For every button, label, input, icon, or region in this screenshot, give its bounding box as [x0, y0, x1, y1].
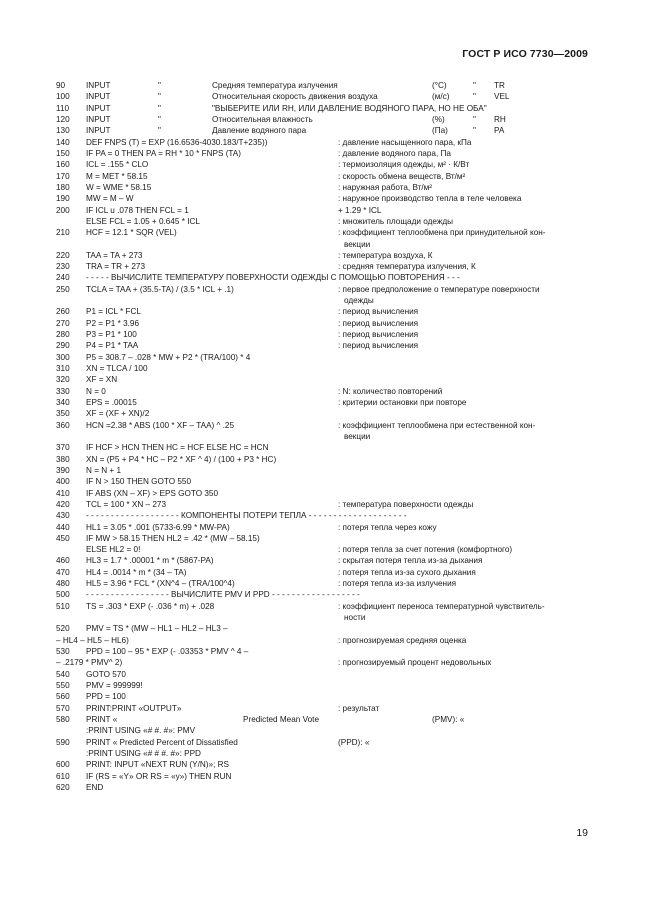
line-code: P2 = P1 * 3.96 [86, 318, 140, 328]
line-number: 330 [56, 386, 70, 396]
listing-line [0, 386, 646, 397]
line-number: 420 [56, 499, 70, 509]
line-number: 90 [56, 81, 66, 90]
line-comment: : средняя температура излучения, К [338, 262, 476, 272]
line-code: MW = M – W [86, 194, 134, 204]
line-number: 290 [56, 341, 70, 351]
line-code: IF (RS = «Y» OR RS = «y») THEN RUN [86, 771, 232, 781]
line-code: P4 = P1 * TAA [86, 341, 139, 351]
listing-line [0, 318, 646, 329]
line-comment: : наружная работа, Вт/м² [338, 182, 433, 192]
line-code: HCF = 12.1 * SQR (VEL) [86, 228, 177, 238]
line-number: 170 [56, 171, 70, 181]
line-comment: : коэффициент переноса температурной чувствитель- [338, 601, 545, 611]
line-code: P1 = ICL * FCL [86, 307, 141, 317]
listing-line [0, 363, 646, 374]
line-code: TS = .303 * EXP (- .036 * m) + .028 [86, 601, 215, 611]
line-code: " [158, 92, 161, 102]
line-number: 390 [56, 465, 70, 475]
line-code: GOTO 570 [86, 669, 126, 679]
listing-line [0, 352, 646, 363]
line-code: N = 0 [86, 386, 106, 396]
line-comment: : коэффициент теплообмена при естественной кон- [338, 420, 536, 430]
listing-line [0, 431, 646, 442]
line-code: P5 = 308.7 – .028 * MW + P2 * (TRA/100) * 4 [86, 352, 251, 362]
line-code: W = WME * 58.15 [86, 182, 152, 192]
line-code: IF ABS (XN – XF) > EPS GOTO 350 [86, 488, 219, 498]
line-code: " [158, 126, 161, 136]
line-code: PRINT « [86, 714, 118, 724]
line-comment: (%) [432, 115, 445, 124]
line-code: Средняя температура излучения [212, 81, 338, 90]
line-code: P3 = P1 * 100 [86, 330, 137, 339]
line-number: 240 [56, 273, 70, 283]
line-comment: : потеря тепла за счет потения (комфортного) [338, 545, 513, 555]
line-comment: : множитель площади одежды [338, 216, 453, 226]
line-code: IF PA = 0 THEN PA = RH * 10 * FNPS (TA) [86, 148, 241, 158]
line-number: 250 [56, 284, 70, 294]
listing-line [0, 261, 646, 272]
line-code: N = N + 1 [86, 465, 122, 475]
line-code: ICL = .155 * CLO [86, 160, 149, 170]
line-comment: : прогнозируемый процент недовольных [338, 658, 492, 668]
line-code: PPD = 100 [86, 692, 126, 702]
line-code: HL3 = 1.7 * .00001 * m * (5867-PA) [86, 556, 214, 566]
line-code: TRA = TR + 273 [86, 262, 146, 272]
listing-line [0, 680, 646, 691]
line-code: DEF FNPS (T) = EXP (16.6536-4030.183/T+235)) [86, 137, 268, 147]
listing-line [0, 148, 646, 159]
line-comment: : давление водяного пара, Па [338, 148, 451, 158]
listing-line [0, 182, 646, 193]
listing-line [0, 555, 646, 566]
line-number: 210 [56, 228, 70, 238]
listing-line [0, 510, 646, 521]
line-comment: векции [344, 431, 371, 441]
line-code: PRINT: INPUT «NEXT RUN (Y/N)»; RS [86, 760, 229, 770]
line-comment: : коэффициент теплообмена при принудительной кон- [338, 228, 546, 238]
listing-line [0, 725, 646, 736]
listing-line [0, 714, 646, 725]
line-number: 560 [56, 692, 70, 702]
line-code: Относительная влажность [212, 115, 313, 124]
line-code: M = MET * 58.15 [86, 171, 148, 181]
line-comment: : первое предположение о температуре поверхности [338, 284, 540, 294]
line-code: HL1 = 3.05 * .001 (5733-6.99 * MW-PA) [86, 522, 230, 532]
line-code: XF = XN [86, 375, 118, 385]
line-code: XN = TLCA / 100 [86, 364, 148, 373]
line-comment: (PMV): « [432, 714, 465, 724]
line-code: PMV = TS * (MW – HL1 – HL2 – HL3 – [86, 624, 228, 634]
line-code: Относительная скорость движения воздуха [212, 92, 378, 102]
listing-line [0, 691, 646, 702]
standard-header: ГОСТ Р ИСО 7730—2009 [462, 48, 588, 60]
line-number: 260 [56, 307, 70, 317]
line-number: 220 [56, 250, 70, 260]
line-number: 450 [56, 533, 70, 543]
page-number: 19 [576, 827, 588, 839]
line-code: " [158, 81, 161, 90]
line-comment: : потеря тепла через кожу [338, 522, 437, 532]
line-comment: (м/с) [432, 92, 450, 102]
listing-line [0, 601, 646, 612]
line-comment: одежды [344, 296, 374, 306]
line-number: 540 [56, 669, 70, 679]
listing-line [0, 295, 646, 306]
line-comment: : давление насыщенного пара, кПа [338, 137, 472, 147]
line-comment: ности [344, 613, 366, 622]
line-number: – HL4 – HL5 – HL6) [56, 635, 129, 645]
listing-line [0, 499, 646, 510]
line-number: 400 [56, 477, 70, 487]
listing-line [0, 171, 646, 182]
line-comment: PA [494, 126, 505, 136]
listing-line [0, 114, 646, 125]
line-number: 140 [56, 137, 70, 147]
line-number: 500 [56, 590, 70, 600]
line-comment: : скорость обмена веществ, Вт/м² [338, 171, 466, 181]
line-code: Predicted Mean Vote [243, 714, 320, 724]
line-code: Давление водяного пара [212, 126, 307, 136]
line-number: 530 [56, 647, 70, 656]
line-code: TCL = 100 * XN – 273 [86, 499, 167, 509]
listing-line [0, 103, 646, 114]
line-code: ELSE HL2 = 0! [86, 545, 141, 555]
line-code: IF ICL u .078 THEN FCL = 1 [86, 205, 189, 215]
line-number: 110 [56, 103, 70, 113]
line-comment: TR [494, 81, 505, 90]
line-comment: (Па) [432, 126, 448, 136]
listing-line [0, 329, 646, 340]
listing-line [0, 193, 646, 204]
listing-line [0, 533, 646, 544]
line-comment: : период вычисления [338, 307, 419, 317]
line-code: TCLA = TAA + (35.5-TA) / (3.5 * ICL + .1) [86, 284, 234, 294]
line-comment: : скрытая потеря тепла из-за дыхания [338, 556, 483, 566]
line-number: 620 [56, 782, 70, 792]
line-number: 410 [56, 488, 70, 498]
line-code: XF = (XF + XN)/2 [86, 409, 150, 419]
line-number: – .2179 * PMV^ 2) [56, 658, 123, 668]
listing-line [0, 250, 646, 261]
listing-line [0, 227, 646, 238]
line-number: 380 [56, 454, 70, 464]
listing-line [0, 759, 646, 770]
line-comment: : термоизоляция одежды, м² · К/Вт [338, 160, 470, 170]
line-code: PRINT « Predicted Percent of Dissatisfied [86, 737, 238, 747]
line-number: 460 [56, 556, 70, 566]
listing-line [0, 748, 646, 759]
line-number: 430 [56, 511, 70, 521]
line-number: 180 [56, 182, 70, 192]
line-number: 350 [56, 409, 70, 419]
listing-line [0, 476, 646, 487]
line-number: 230 [56, 262, 70, 272]
listing-line [0, 442, 646, 453]
line-number: 550 [56, 681, 70, 690]
line-comment: векции [344, 239, 371, 249]
line-number: 310 [56, 364, 70, 373]
listing-line [0, 454, 646, 465]
listing-line [0, 703, 646, 714]
line-comment: : N: количество повторений [338, 386, 443, 396]
line-comment: (PPD): « [338, 737, 370, 747]
line-code: HL4 = .0014 * m * (34 – TA) [86, 567, 187, 577]
line-code: PMV = 999999! [86, 681, 143, 690]
line-comment: VEL [494, 92, 510, 102]
listing-line [0, 544, 646, 555]
line-number: 160 [56, 160, 70, 170]
line-code: XN = (P5 + P4 * HC – P2 * XF ^ 4) / (100 + P3 * HC) [86, 454, 277, 464]
line-comment: : период вычисления [338, 318, 419, 328]
listing-line [0, 623, 646, 634]
line-number: 120 [56, 115, 70, 124]
line-number: 270 [56, 318, 70, 328]
line-code: INPUT [86, 115, 111, 124]
listing-line [0, 578, 646, 589]
listing-line [0, 465, 646, 476]
line-number: 100 [56, 92, 70, 102]
line-number: 190 [56, 194, 70, 204]
line-number: 340 [56, 398, 70, 407]
line-code: IF MW > 58.15 THEN HL2 = .42 * (MW – 58.15) [86, 533, 260, 543]
line-code: :PRINT USING «# # #. #»: PPD [86, 748, 201, 758]
listing-line [0, 771, 646, 782]
listing-line [0, 408, 646, 419]
listing-line [0, 589, 646, 600]
line-code: PPD = 100 – 95 * EXP (- .03353 * PMV ^ 4 – [86, 647, 249, 656]
line-comment: : период вычисления [338, 341, 419, 351]
line-comment: : потеря тепла из-за излучения [338, 579, 457, 589]
line-comment: " [473, 126, 476, 136]
line-comment: : наружное производство тепла в теле человека [338, 194, 522, 204]
line-number: 590 [56, 737, 70, 747]
line-number: 570 [56, 703, 70, 713]
line-number: 130 [56, 126, 70, 136]
listing-line [0, 125, 646, 136]
listing-line [0, 91, 646, 102]
line-comment: : критерии остановки при повторе [338, 398, 467, 407]
listing-line [0, 420, 646, 431]
line-number: 580 [56, 714, 70, 724]
line-number: 280 [56, 330, 70, 339]
line-code: - - - - - - - - - - - - - - - - - ВЫЧИСЛИТЕ PMV И PPD - - - - - - - - - - - - - - - - - - [86, 590, 360, 600]
line-code: - - - - - ВЫЧИСЛИТЕ ТЕМПЕРАТУРУ ПОВЕРХНОСТИ ОДЕЖДЫ С ПОМОЩЬЮ ПОВТОРЕНИЯ - - - [86, 273, 460, 283]
line-comment: RH [494, 115, 506, 124]
line-number: 370 [56, 443, 70, 453]
listing-line [0, 239, 646, 250]
line-code: :PRINT USING «# #. #»: PMV [86, 726, 196, 736]
line-code: EPS = .00015 [86, 398, 137, 407]
line-code: ELSE FCL = 1.05 + 0.645 * ICL [86, 216, 200, 226]
line-code: END [86, 782, 104, 792]
line-code: - - - - - - - - - - - - - - - - - - - КОМПОНЕНТЫ ПОТЕРИ ТЕПЛА - - - - - - - - - - - - - - - - - - - - [86, 511, 407, 521]
listing-line [0, 646, 646, 657]
listing-line [0, 488, 646, 499]
listing-line [0, 782, 646, 793]
line-number: 440 [56, 522, 70, 532]
listing-line [0, 567, 646, 578]
line-code: INPUT [86, 126, 111, 136]
line-code: IF HCF > HCN THEN HC = HCF ELSE HC = HCN [86, 443, 269, 453]
listing-line [0, 635, 646, 646]
line-comment: (°C) [432, 81, 447, 90]
line-code: INPUT [86, 103, 111, 113]
line-code: IF N > 150 THEN GOTO 550 [86, 477, 192, 487]
listing-line [0, 397, 646, 408]
line-comment: : период вычисления [338, 330, 419, 339]
line-comment: : температура поверхности одежды [338, 499, 474, 509]
line-number: 320 [56, 375, 70, 385]
listing-line [0, 137, 646, 148]
line-comment: + 1.29 * ICL [338, 205, 382, 215]
line-number: 300 [56, 352, 70, 362]
listing-line [0, 612, 646, 623]
line-comment: : результат [338, 703, 380, 713]
line-comment: : прогнозируемая средняя оценка [338, 635, 467, 645]
line-code: INPUT [86, 81, 111, 90]
listing-line [0, 669, 646, 680]
listing-line [0, 522, 646, 533]
listing-line [0, 657, 646, 668]
listing-line [0, 205, 646, 216]
line-code: "ВЫБЕРИТЕ ИЛИ RH, ИЛИ ДАВЛЕНИЕ ВОДЯНОГО ПАРА, НО НЕ ОБА" [212, 103, 487, 113]
listing-line [0, 80, 646, 91]
line-comment: " [473, 115, 476, 124]
line-code: INPUT [86, 92, 111, 102]
line-comment: : температура воздуха, К [338, 250, 433, 260]
line-comment: " [473, 92, 476, 102]
line-code: " [158, 115, 161, 124]
listing-line [0, 340, 646, 351]
line-code: " [158, 103, 161, 113]
listing-line [0, 284, 646, 295]
line-number: 610 [56, 771, 70, 781]
line-code: PRINT:PRINT «OUTPUT» [86, 703, 182, 713]
listing-line [0, 159, 646, 170]
line-number: 200 [56, 205, 70, 215]
listing-line [0, 374, 646, 385]
line-number: 510 [56, 601, 70, 611]
listing-line [0, 737, 646, 748]
line-number: 600 [56, 760, 70, 770]
line-code: TAA = TA + 273 [86, 250, 143, 260]
line-comment: : потеря тепла из-за сухого дыхания [338, 567, 476, 577]
line-number: 470 [56, 567, 70, 577]
line-number: 360 [56, 420, 70, 430]
line-comment: " [473, 81, 476, 90]
line-number: 150 [56, 148, 70, 158]
line-code: HCN =2.38 * ABS (100 * XF – TAA) ^ .25 [86, 420, 235, 430]
line-number: 480 [56, 579, 70, 589]
listing-line [0, 216, 646, 227]
line-number: 520 [56, 624, 70, 634]
listing-line [0, 306, 646, 317]
listing-line [0, 272, 646, 283]
line-code: HL5 = 3.96 * FCL * (XN^4 – (TRA/100^4) [86, 579, 235, 589]
